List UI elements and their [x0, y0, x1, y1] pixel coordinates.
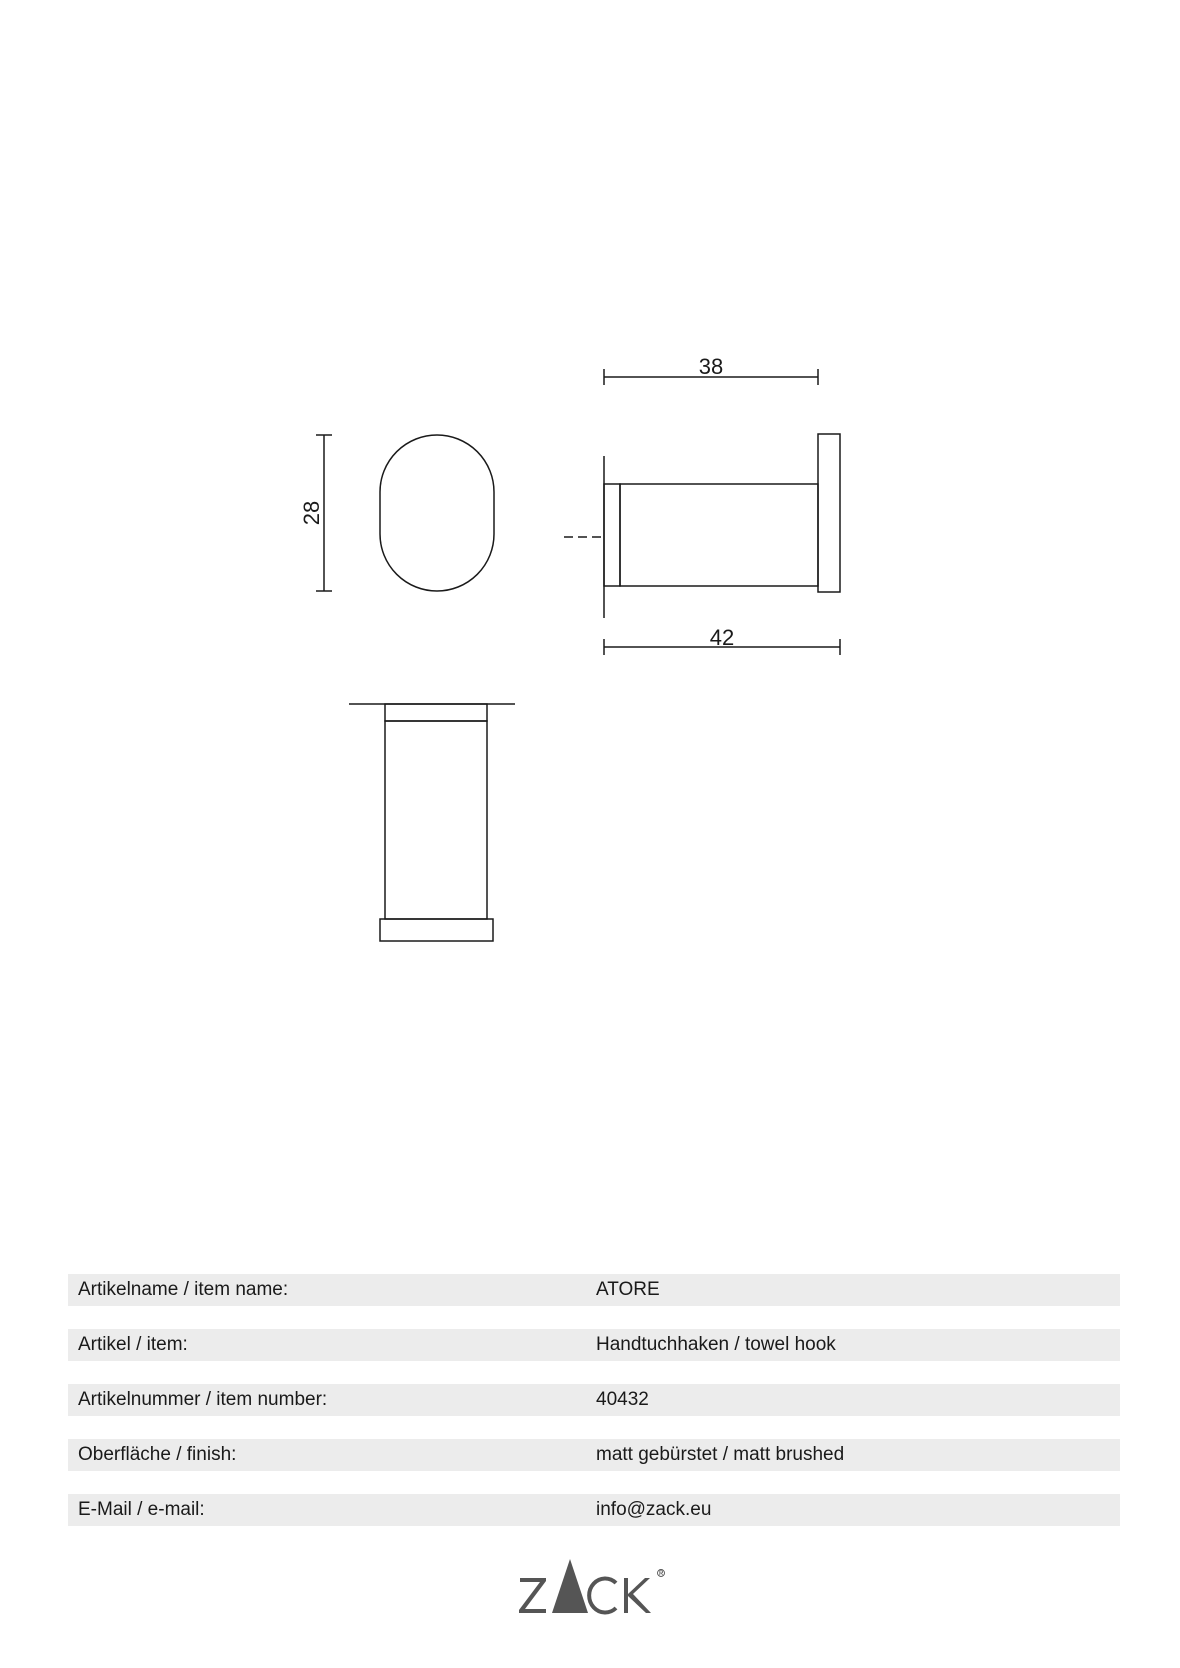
mount-plate-top	[385, 704, 487, 721]
spec-table	[68, 1274, 1120, 1549]
spec-label: Oberfläche / finish:	[78, 1444, 237, 1465]
spec-value: info@zack.eu	[596, 1499, 712, 1520]
spec-row-email	[68, 1494, 1120, 1526]
top-view	[349, 704, 515, 941]
dimension-label-42: 42	[709, 625, 735, 650]
spec-row-finish	[68, 1439, 1120, 1471]
end-cap-top	[380, 919, 493, 941]
end-cap	[818, 434, 840, 592]
zack-logo	[518, 1556, 670, 1616]
spec-row-item-number	[68, 1384, 1120, 1416]
logo-letter-k	[624, 1578, 651, 1613]
dimension-label-38: 38	[698, 354, 724, 379]
spec-label: Artikelnummer / item number:	[78, 1389, 328, 1410]
mount-plate	[604, 484, 620, 586]
logo-letter-c	[589, 1579, 616, 1613]
logo-letter-a	[552, 1559, 588, 1613]
side-view	[564, 354, 840, 655]
spec-value: ATORE	[596, 1279, 660, 1300]
dimension-label-height: 28	[299, 500, 324, 526]
hook-body	[620, 484, 818, 586]
hook-body-top	[385, 721, 487, 919]
spec-value: 40432	[596, 1389, 649, 1410]
spec-label: Artikel / item:	[78, 1334, 188, 1355]
spec-row-item	[68, 1329, 1120, 1361]
registered-mark-r	[660, 1571, 663, 1575]
spec-row-item-name	[68, 1274, 1120, 1306]
spec-value: Handtuchhaken / towel hook	[596, 1334, 836, 1355]
spec-label: Artikelname / item name:	[78, 1279, 289, 1300]
oval-outline	[380, 435, 494, 591]
spec-value: matt gebürstet / matt brushed	[596, 1444, 845, 1465]
logo-letter-z	[519, 1578, 546, 1613]
front-view	[299, 435, 494, 591]
spec-label: E-Mail / e-mail:	[78, 1499, 205, 1520]
